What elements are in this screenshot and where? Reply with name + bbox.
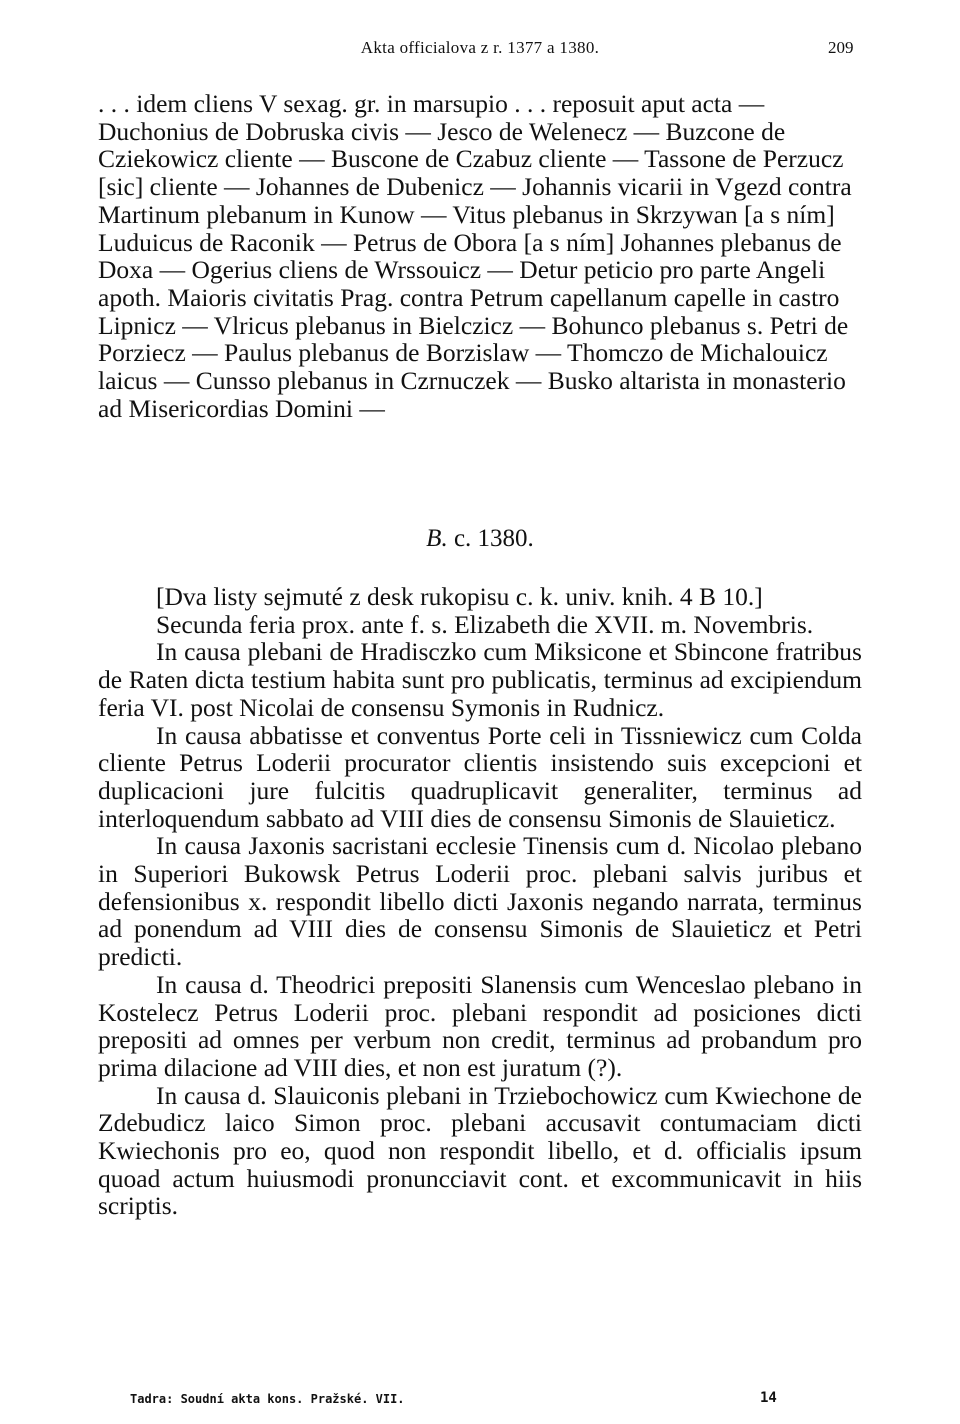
section-heading	[0, 525, 960, 553]
paragraph-5: In causa d. Slauiconis plebani in Trziebochowicz cum Kwiechone de Zdebudicz laico Simon proc. plebani accusavit contumaciam dicti Kwiechonis pro eo, quod non respondit libello, et d. officialis ipsum quoad actum huiusmodi pronuncciavit cont. et excommunicavit in hiis scriptis.	[98, 1080, 862, 1221]
footer-signature-mark: 14	[760, 1390, 777, 1406]
section-date: c. 1380.	[453, 525, 534, 552]
section-body	[98, 583, 862, 1220]
running-title: Akta officialova z r. 1377 a 1380.	[360, 38, 600, 57]
paragraph-4: In causa d. Theodrici prepositi Slanensis cum Wenceslao plebano in Kostelecz Petrus Loderii proc. plebani respondit ad posiciones dicti prepositi ad omnes per verbum non credit, terminus ad probandum pro prima dilacione ad VIII dies, et non est juratum (?).	[98, 969, 862, 1082]
paragraph-1: In causa plebani de Hradisczko cum Miksicone et Sbincone fratribus de Raten dicta testium habita sunt pro publicatis, terminus ad excipiendum feria VI. post Nicolai de consensu Symonis in Rudnicz.	[98, 637, 862, 722]
opening-passage	[98, 90, 862, 422]
date-line: Secunda feria prox. ante f. s. Elizabeth die XVII. m. Novembris.	[156, 609, 814, 639]
section-siglum: B.	[426, 525, 448, 552]
page-number: 209	[828, 38, 854, 57]
opening-paragraph: . . . idem cliens V sexag. gr. in marsupio . . . reposuit aput acta — Duchonius de Dobruska civis — Jesco de Welenecz — Buzcone de Cziekowicz cliente — Buscone de Czabuz cliente — Tassone de Perzucz [sic] cliente — Johannes de Dubenicz — Johannis vicarii in Vgezd contra Martinum plebanum in Kunow — Vitus plebanus in Skrzywan [a s ním] Luduicus de Raconik — Petrus de Obora [a s ním] Johannes plebanus de Doxa — Ogerius cliens de Wrssouicz — Detur peticio pro parte Angeli apoth. Maioris civitatis Prag. contra Petrum capellanum capelle in castro Lipnicz — Vlricus plebanus in Bielczicz — Bohunco plebanus s. Petri de Porziecz — Paulus plebanus de Borzislaw — Thomczo de Michalouicz laicus — Cunsso plebanus in Czrnuczek — Busko altarista in monasterio ad Misericordias Domini —	[98, 89, 852, 423]
footer-source-line: Tadra: Soudní akta kons. Pražské. VII.	[130, 1392, 405, 1406]
source-note: [Dva listy sejmuté z desk rukopisu c. k. univ. knih. 4 B 10.]	[156, 582, 763, 611]
paragraph-3: In causa Jaxonis sacristani ecclesie Tinensis cum d. Nicolao plebano in Superiori Bukowsk Petrus Loderii proc. plebani salvis juribus et defensionibus x. respondit libello dicti Jaxonis negando narrata, terminus ad ponendum ad VIII dies de consensu Simonis de Slauieticz et Petri predicti.	[98, 831, 862, 972]
paragraph-2: In causa abbatisse et conventus Porte celi in Tissniewicz cum Colda cliente Petrus Loderii procurator clientis insistendo suis excepcioni et duplicacioni jure fulcitis quadruplicavit generaliter, terminus ad interloquendum sabbato ad VIII dies de consensu Simonis de Slauieticz.	[98, 720, 862, 833]
